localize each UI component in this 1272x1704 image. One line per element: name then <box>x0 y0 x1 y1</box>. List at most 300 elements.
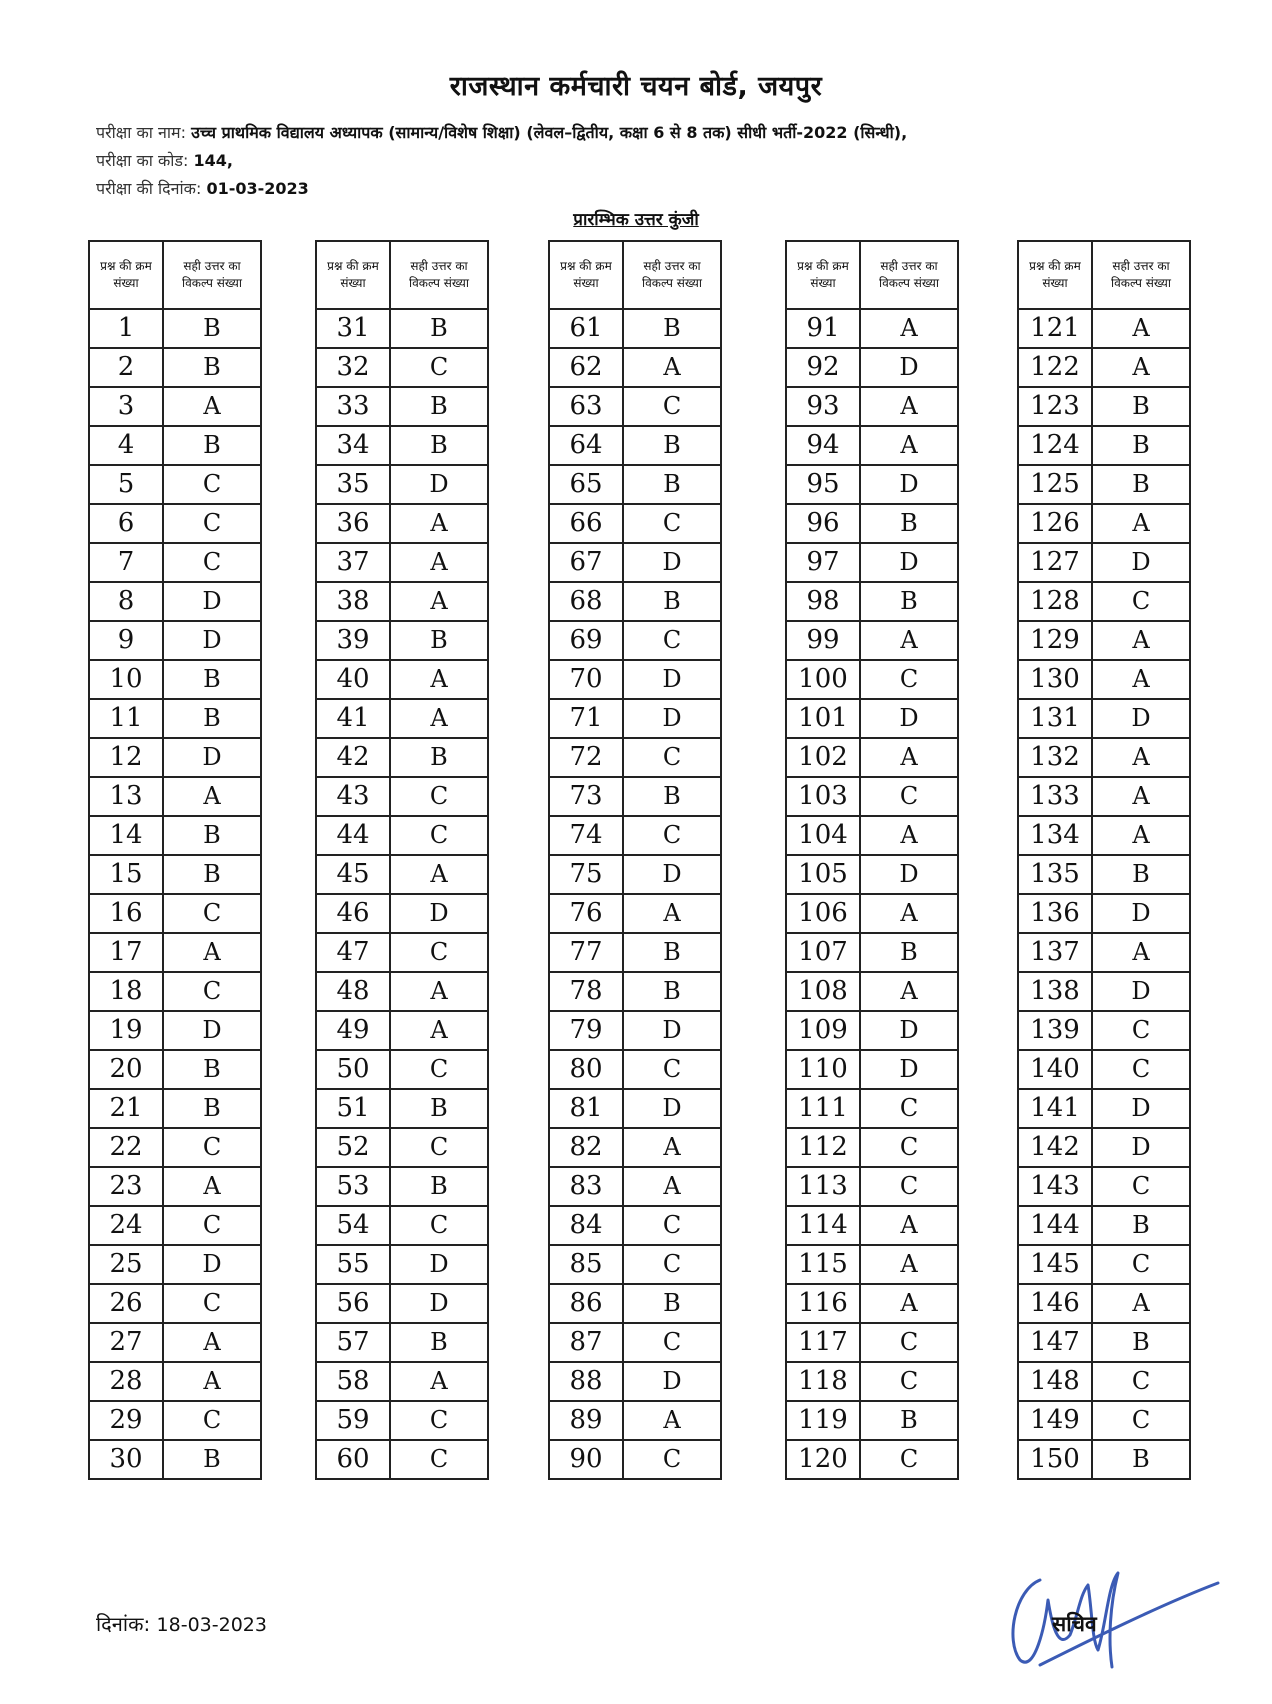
question-number: 132 <box>1018 738 1092 777</box>
qno-header: प्रश्न की क्रम संख्या <box>549 241 623 309</box>
question-number: 35 <box>316 465 390 504</box>
correct-answer: D <box>860 1050 958 1089</box>
question-number: 126 <box>1018 504 1092 543</box>
table-row <box>89 1167 261 1206</box>
question-number: 22 <box>89 1128 163 1167</box>
question-number: 120 <box>786 1440 860 1479</box>
correct-answer: D <box>163 1011 261 1050</box>
question-number: 115 <box>786 1245 860 1284</box>
question-number: 80 <box>549 1050 623 1089</box>
table-row <box>89 1440 261 1479</box>
correct-answer: B <box>390 309 488 348</box>
question-number: 15 <box>89 855 163 894</box>
question-number: 46 <box>316 894 390 933</box>
table-row <box>316 933 488 972</box>
correct-answer: B <box>163 660 261 699</box>
question-number: 48 <box>316 972 390 1011</box>
question-number: 87 <box>549 1323 623 1362</box>
table-row <box>549 1050 721 1089</box>
correct-answer: D <box>860 543 958 582</box>
correct-answer: B <box>163 1440 261 1479</box>
table-row <box>549 426 721 465</box>
question-number: 17 <box>89 933 163 972</box>
correct-answer: C <box>860 660 958 699</box>
table-row <box>549 621 721 660</box>
question-number: 106 <box>786 894 860 933</box>
correct-answer: D <box>623 855 721 894</box>
table-row <box>316 1362 488 1401</box>
question-number: 9 <box>89 621 163 660</box>
table-row <box>89 1050 261 1089</box>
correct-answer: A <box>390 582 488 621</box>
question-number: 71 <box>549 699 623 738</box>
table-row <box>549 1089 721 1128</box>
table-row <box>1018 816 1190 855</box>
correct-answer: C <box>623 1323 721 1362</box>
table-row <box>549 777 721 816</box>
table-row <box>1018 933 1190 972</box>
table-row <box>316 1284 488 1323</box>
question-number: 101 <box>786 699 860 738</box>
table-row <box>1018 309 1190 348</box>
table-row <box>786 582 958 621</box>
release-date-value: 18-03-2023 <box>156 1614 267 1636</box>
question-number: 143 <box>1018 1167 1092 1206</box>
question-number: 66 <box>549 504 623 543</box>
table-row <box>89 972 261 1011</box>
question-number: 37 <box>316 543 390 582</box>
table-row <box>1018 894 1190 933</box>
question-number: 111 <box>786 1089 860 1128</box>
correct-answer: B <box>390 426 488 465</box>
table-row <box>89 660 261 699</box>
correct-answer: C <box>1092 1050 1190 1089</box>
correct-answer: A <box>860 1206 958 1245</box>
table-row <box>549 1011 721 1050</box>
correct-answer: D <box>1092 699 1190 738</box>
question-number: 119 <box>786 1401 860 1440</box>
question-number: 85 <box>549 1245 623 1284</box>
correct-answer: C <box>623 738 721 777</box>
table-row <box>786 465 958 504</box>
table-row <box>1018 504 1190 543</box>
exam-code-line <box>96 150 233 172</box>
table-row <box>316 1206 488 1245</box>
exam-date-label: परीक्षा की दिनांक: <box>96 179 202 198</box>
correct-answer: D <box>1092 1089 1190 1128</box>
question-number: 110 <box>786 1050 860 1089</box>
question-number: 73 <box>549 777 623 816</box>
question-number: 60 <box>316 1440 390 1479</box>
correct-answer: B <box>163 426 261 465</box>
correct-answer: B <box>1092 387 1190 426</box>
table-row <box>89 1011 261 1050</box>
table-row <box>89 855 261 894</box>
correct-answer: C <box>390 1440 488 1479</box>
question-number: 38 <box>316 582 390 621</box>
correct-answer: A <box>163 387 261 426</box>
table-row <box>786 816 958 855</box>
question-number: 39 <box>316 621 390 660</box>
correct-answer: B <box>860 504 958 543</box>
question-number: 54 <box>316 1206 390 1245</box>
correct-answer: A <box>623 348 721 387</box>
correct-answer: A <box>860 309 958 348</box>
question-number: 55 <box>316 1245 390 1284</box>
correct-answer: A <box>860 621 958 660</box>
question-number: 146 <box>1018 1284 1092 1323</box>
question-number: 43 <box>316 777 390 816</box>
question-number: 52 <box>316 1128 390 1167</box>
correct-answer: C <box>163 504 261 543</box>
correct-answer: A <box>623 894 721 933</box>
table-row <box>1018 1128 1190 1167</box>
table-row <box>1018 1323 1190 1362</box>
question-number: 112 <box>786 1128 860 1167</box>
table-row <box>1018 972 1190 1011</box>
correct-answer: C <box>163 543 261 582</box>
table-row <box>549 1440 721 1479</box>
correct-answer: C <box>1092 1167 1190 1206</box>
correct-answer: A <box>860 1245 958 1284</box>
table-row <box>1018 1284 1190 1323</box>
question-number: 130 <box>1018 660 1092 699</box>
table-row <box>549 1245 721 1284</box>
correct-answer: A <box>623 1128 721 1167</box>
correct-answer: D <box>163 738 261 777</box>
question-number: 142 <box>1018 1128 1092 1167</box>
table-row <box>1018 1401 1190 1440</box>
table-row <box>316 1401 488 1440</box>
correct-answer: D <box>860 855 958 894</box>
correct-answer: B <box>623 933 721 972</box>
question-number: 19 <box>89 1011 163 1050</box>
correct-answer: C <box>163 465 261 504</box>
correct-answer: C <box>1092 582 1190 621</box>
question-number: 109 <box>786 1011 860 1050</box>
correct-answer: D <box>163 621 261 660</box>
correct-answer: B <box>390 1323 488 1362</box>
table-row <box>549 543 721 582</box>
answer-key-table-3 <box>548 240 722 1480</box>
question-number: 138 <box>1018 972 1092 1011</box>
correct-answer: B <box>163 855 261 894</box>
correct-answer: A <box>860 816 958 855</box>
correct-answer: D <box>860 465 958 504</box>
question-number: 141 <box>1018 1089 1092 1128</box>
table-row <box>316 309 488 348</box>
table-row <box>786 1323 958 1362</box>
table-row <box>316 426 488 465</box>
correct-answer: B <box>163 1089 261 1128</box>
question-number: 14 <box>89 816 163 855</box>
release-date-label: दिनांक: <box>96 1612 151 1636</box>
question-number: 99 <box>786 621 860 660</box>
question-number: 136 <box>1018 894 1092 933</box>
question-number: 44 <box>316 816 390 855</box>
release-date <box>96 1610 267 1637</box>
table-row <box>549 1284 721 1323</box>
question-number: 56 <box>316 1284 390 1323</box>
table-row <box>549 699 721 738</box>
table-row <box>316 972 488 1011</box>
correct-answer: A <box>390 543 488 582</box>
table-row <box>786 1128 958 1167</box>
qno-header: प्रश्न की क्रम संख्या <box>89 241 163 309</box>
table-row <box>549 504 721 543</box>
table-row <box>89 1128 261 1167</box>
table-row <box>1018 1167 1190 1206</box>
table-row <box>316 855 488 894</box>
correct-answer: A <box>860 738 958 777</box>
correct-answer: B <box>623 777 721 816</box>
correct-answer: C <box>163 1206 261 1245</box>
table-row <box>1018 1440 1190 1479</box>
correct-answer: A <box>163 933 261 972</box>
correct-answer: D <box>623 1011 721 1050</box>
question-number: 148 <box>1018 1362 1092 1401</box>
correct-answer: C <box>623 504 721 543</box>
qno-header: प्रश्न की क्रम संख्या <box>1018 241 1092 309</box>
table-row <box>786 1245 958 1284</box>
correct-answer: C <box>390 777 488 816</box>
table-row <box>549 1323 721 1362</box>
table-row <box>89 465 261 504</box>
question-number: 128 <box>1018 582 1092 621</box>
correct-answer: A <box>860 1284 958 1323</box>
question-number: 31 <box>316 309 390 348</box>
table-row <box>316 1440 488 1479</box>
correct-answer: C <box>860 1089 958 1128</box>
question-number: 5 <box>89 465 163 504</box>
table-row <box>786 699 958 738</box>
table-row <box>89 933 261 972</box>
question-number: 72 <box>549 738 623 777</box>
table-row <box>89 738 261 777</box>
correct-answer: D <box>623 543 721 582</box>
correct-answer: C <box>1092 1362 1190 1401</box>
question-number: 135 <box>1018 855 1092 894</box>
table-row <box>786 309 958 348</box>
table-row <box>549 933 721 972</box>
answer-key-subtitle: प्रारम्भिक उत्तर कुंजी <box>573 210 699 230</box>
table-row <box>89 426 261 465</box>
question-number: 94 <box>786 426 860 465</box>
correct-answer: A <box>623 1401 721 1440</box>
correct-answer: C <box>390 933 488 972</box>
correct-answer: C <box>623 1245 721 1284</box>
question-number: 16 <box>89 894 163 933</box>
correct-answer: C <box>163 894 261 933</box>
table-row <box>89 1284 261 1323</box>
correct-answer: A <box>163 1323 261 1362</box>
correct-answer: B <box>1092 1440 1190 1479</box>
table-row <box>316 1050 488 1089</box>
question-number: 86 <box>549 1284 623 1323</box>
table-row <box>316 543 488 582</box>
exam-name-label: परीक्षा का नाम: <box>96 123 186 142</box>
answer-header: सही उत्तर का विकल्प संख्या <box>163 241 261 309</box>
question-number: 68 <box>549 582 623 621</box>
table-row <box>786 504 958 543</box>
correct-answer: A <box>390 1362 488 1401</box>
table-row <box>786 1206 958 1245</box>
table-row <box>316 387 488 426</box>
table-row <box>786 543 958 582</box>
question-number: 79 <box>549 1011 623 1050</box>
correct-answer: B <box>163 1050 261 1089</box>
table-row <box>549 1128 721 1167</box>
question-number: 144 <box>1018 1206 1092 1245</box>
table-row <box>549 465 721 504</box>
table-row <box>89 699 261 738</box>
correct-answer: A <box>390 504 488 543</box>
correct-answer: C <box>390 1206 488 1245</box>
question-number: 102 <box>786 738 860 777</box>
correct-answer: B <box>623 309 721 348</box>
table-row <box>1018 426 1190 465</box>
question-number: 78 <box>549 972 623 1011</box>
correct-answer: A <box>1092 621 1190 660</box>
question-number: 150 <box>1018 1440 1092 1479</box>
table-row <box>316 738 488 777</box>
question-number: 83 <box>549 1167 623 1206</box>
question-number: 63 <box>549 387 623 426</box>
correct-answer: B <box>390 738 488 777</box>
answer-header: सही उत्तर का विकल्प संख्या <box>1092 241 1190 309</box>
signature-mark <box>1000 1555 1230 1675</box>
question-number: 42 <box>316 738 390 777</box>
table-row <box>89 1245 261 1284</box>
correct-answer: D <box>1092 543 1190 582</box>
table-row <box>89 1206 261 1245</box>
answer-key-table-4 <box>785 240 959 1480</box>
exam-code-label: परीक्षा का कोड: <box>96 151 189 170</box>
question-number: 40 <box>316 660 390 699</box>
correct-answer: C <box>1092 1401 1190 1440</box>
question-number: 49 <box>316 1011 390 1050</box>
table-row <box>316 1089 488 1128</box>
table-row <box>316 660 488 699</box>
question-number: 116 <box>786 1284 860 1323</box>
correct-answer: C <box>860 1323 958 1362</box>
question-number: 76 <box>549 894 623 933</box>
question-number: 107 <box>786 933 860 972</box>
table-row <box>316 1323 488 1362</box>
question-number: 23 <box>89 1167 163 1206</box>
table-row <box>316 699 488 738</box>
table-row <box>786 855 958 894</box>
table-row <box>89 348 261 387</box>
table-row <box>316 465 488 504</box>
question-number: 124 <box>1018 426 1092 465</box>
correct-answer: C <box>860 777 958 816</box>
question-number: 53 <box>316 1167 390 1206</box>
table-row <box>1018 348 1190 387</box>
table-row <box>89 777 261 816</box>
correct-answer: C <box>390 816 488 855</box>
correct-answer: A <box>1092 738 1190 777</box>
table-row <box>786 1167 958 1206</box>
question-number: 77 <box>549 933 623 972</box>
correct-answer: A <box>163 1167 261 1206</box>
correct-answer: D <box>623 1362 721 1401</box>
table-row <box>89 1323 261 1362</box>
table-row <box>786 426 958 465</box>
question-number: 27 <box>89 1323 163 1362</box>
question-number: 147 <box>1018 1323 1092 1362</box>
table-row <box>786 972 958 1011</box>
correct-answer: B <box>1092 855 1190 894</box>
question-number: 25 <box>89 1245 163 1284</box>
question-number: 18 <box>89 972 163 1011</box>
question-number: 113 <box>786 1167 860 1206</box>
correct-answer: A <box>390 699 488 738</box>
table-row <box>1018 1206 1190 1245</box>
table-row <box>549 972 721 1011</box>
question-number: 139 <box>1018 1011 1092 1050</box>
correct-answer: C <box>163 1284 261 1323</box>
table-row <box>786 348 958 387</box>
question-number: 74 <box>549 816 623 855</box>
table-row <box>549 738 721 777</box>
page-title: राजस्थान कर्मचारी चयन बोर्ड, जयपुर <box>449 71 823 102</box>
question-number: 95 <box>786 465 860 504</box>
table-row <box>1018 660 1190 699</box>
correct-answer: B <box>390 387 488 426</box>
table-row <box>786 777 958 816</box>
correct-answer: B <box>623 972 721 1011</box>
exam-date: 01-03-2023 <box>206 179 309 198</box>
correct-answer: A <box>1092 816 1190 855</box>
question-number: 145 <box>1018 1245 1092 1284</box>
question-number: 121 <box>1018 309 1092 348</box>
correct-answer: B <box>163 699 261 738</box>
table-row <box>1018 1362 1190 1401</box>
question-number: 100 <box>786 660 860 699</box>
correct-answer: B <box>623 1284 721 1323</box>
question-number: 51 <box>316 1089 390 1128</box>
correct-answer: A <box>1092 1284 1190 1323</box>
question-number: 2 <box>89 348 163 387</box>
correct-answer: C <box>390 1401 488 1440</box>
correct-answer: B <box>390 621 488 660</box>
answer-header: सही उत्तर का विकल्प संख्या <box>390 241 488 309</box>
answer-key-table-1 <box>88 240 262 1480</box>
correct-answer: C <box>163 1128 261 1167</box>
correct-answer: B <box>390 1167 488 1206</box>
correct-answer: D <box>860 348 958 387</box>
question-number: 45 <box>316 855 390 894</box>
question-number: 108 <box>786 972 860 1011</box>
question-number: 92 <box>786 348 860 387</box>
question-number: 137 <box>1018 933 1092 972</box>
question-number: 41 <box>316 699 390 738</box>
correct-answer: A <box>1092 933 1190 972</box>
question-number: 8 <box>89 582 163 621</box>
question-number: 127 <box>1018 543 1092 582</box>
table-row <box>786 660 958 699</box>
table-row <box>316 816 488 855</box>
correct-answer: A <box>390 855 488 894</box>
correct-answer: D <box>163 1245 261 1284</box>
question-number: 32 <box>316 348 390 387</box>
table-row <box>1018 1050 1190 1089</box>
question-number: 67 <box>549 543 623 582</box>
question-number: 58 <box>316 1362 390 1401</box>
signature-stroke <box>1013 1573 1218 1667</box>
table-row <box>1018 582 1190 621</box>
